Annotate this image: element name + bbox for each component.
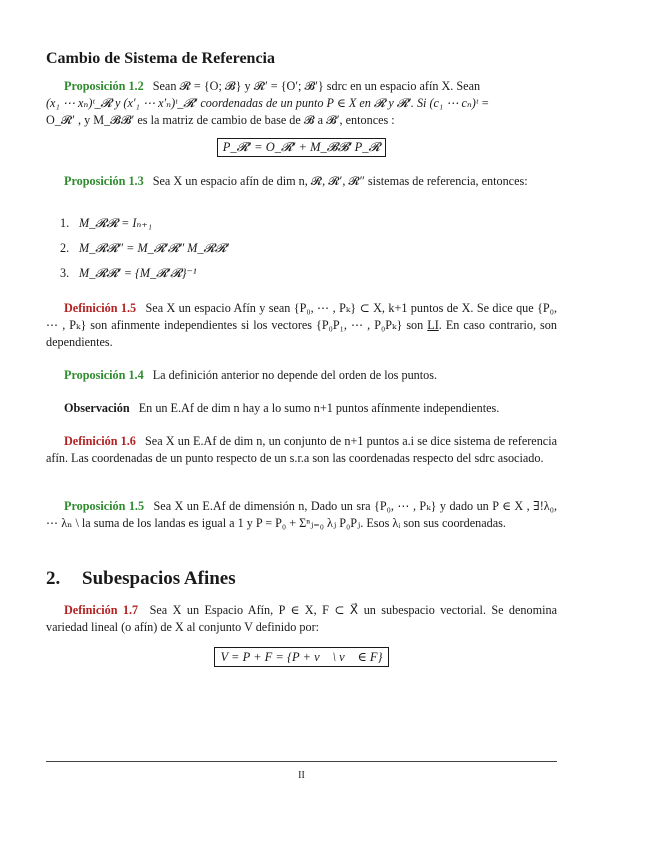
proposition-1-3	[46, 173, 557, 190]
list-item	[60, 266, 197, 281]
definition-label: Definición 1.6	[64, 434, 136, 448]
definition-text: Sea X un Espacio Afín, P ∈ X, F ⊂ X⃗ un subespacio vectorial. Se denomina variedad lineal (o afín) de X al conjunto V definido por:	[46, 603, 557, 634]
definition-text: Sea X un E.Af de dim n, un conjunto de n+1 puntos a.i se dice sistema de referencia afín. Las coordenadas de un punto respecto de un s.r.a son las coordenadas respecto del sdrc asociado.	[46, 434, 557, 465]
definition-text: Sea X un espacio Afín y sean {P₀, ⋯ , Pₖ} ⊂ X, k+1 puntos de X. Se dice que {P₀, ⋯ , Pₖ} son afinmente independientes si los vectores {P₀P₁, ⋯ , P₀Pₖ} son	[46, 301, 557, 332]
list-formula: M_𝓡𝓡″ = M_𝓡′𝓡″ M_𝓡𝓡′	[79, 241, 229, 255]
list-number: 3.	[60, 266, 70, 280]
proposition-text: Sea X un espacio afín de dim n, 𝓡, 𝓡′, 𝓡″ sistemas de referencia, entonces:	[152, 174, 528, 188]
list-number: 2.	[60, 241, 70, 255]
list-item	[60, 241, 229, 256]
section-number: 2.	[46, 568, 61, 589]
list-formula: M_𝓡𝓡′ = {M_𝓡′𝓡}⁻¹	[79, 266, 197, 280]
observation-label: Observación	[64, 401, 130, 415]
formula-row	[46, 138, 557, 157]
section-title: Subespacios Afines	[82, 568, 236, 589]
proposition-1-5	[46, 498, 557, 532]
list-number: 1.	[60, 216, 70, 230]
observation	[46, 400, 557, 417]
definition-1-5	[46, 300, 557, 351]
proposition-label: Proposición 1.2	[64, 79, 144, 93]
proposition-text-line1: Sean 𝓡 = {O; 𝓑} y 𝓡′ = {O′; 𝓑′} sdrc en un espacio afín X. Sean	[152, 79, 481, 93]
li-abbreviation: LI	[427, 318, 439, 332]
proposition-label: Proposición 1.3	[64, 174, 144, 188]
definition-label: Definición 1.7	[64, 603, 139, 617]
list-formula: M_𝓡𝓡 = Iₙ₊₁	[79, 216, 153, 230]
page-number: II	[298, 770, 305, 781]
subsection-title: Cambio de Sistema de Referencia	[46, 50, 275, 67]
proposition-text: La definición anterior no depende del orden de los puntos.	[152, 368, 438, 382]
observation-text: En un E.Af de dim n hay a lo sumo n+1 puntos afínmente independientes.	[138, 401, 500, 415]
proposition-label: Proposición 1.5	[64, 499, 145, 513]
proposition-1-4	[46, 367, 557, 384]
proposition-text-line3: O_𝓡′ , y M_𝓑𝓑′ es la matriz de cambio de base de 𝓑 a 𝓑′, entonces :	[46, 113, 395, 127]
list-item	[60, 216, 152, 231]
definition-1-7	[46, 602, 557, 636]
boxed-formula: V = P + F = {P + v⃗ \ v⃗ ∈ F}	[214, 647, 388, 667]
proposition-text: Sea X un E.Af de dimensión n, Dado un sra {P₀, ⋯ , Pₖ} y dado un P ∈ X , ∃!λ₀, ⋯ λₙ \ la suma de los landas es igual a 1 y P = P₀ + Σⁿⱼ₌₀ λⱼ P₀Pⱼ. Esos λᵢ son sus coordenadas.	[46, 499, 557, 530]
proposition-1-2	[46, 78, 557, 129]
footer-rule	[46, 761, 557, 762]
boxed-formula: P_𝓡′ = O_𝓡′ + M_𝓑𝓑′ P_𝓡	[217, 138, 386, 157]
definition-label: Definición 1.5	[64, 301, 137, 315]
formula-row	[46, 647, 557, 667]
definition-1-6	[46, 433, 557, 467]
proposition-text-line2: (x₁ ⋯ xₙ)ᵗ_𝓡 y (x′₁ ⋯ x′ₙ)ᵗ_𝓡′ coordenadas de un punto P ∈ X en 𝓡 y 𝓡′. Si (c₁ ⋯ cₙ)ᵗ =	[46, 96, 490, 110]
section-heading	[46, 568, 236, 590]
definition-text-end: . En caso contrario, son dependientes.	[46, 318, 557, 349]
proposition-label: Proposición 1.4	[64, 368, 144, 382]
